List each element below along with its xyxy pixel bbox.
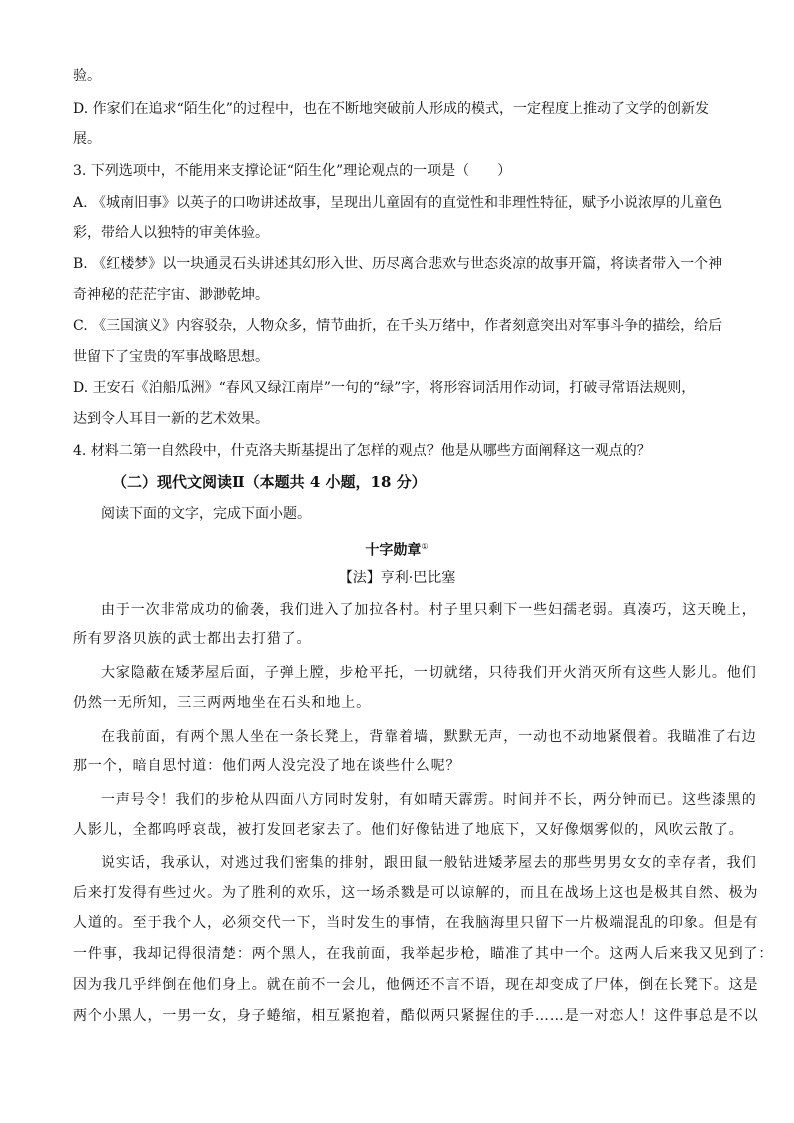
text-line: 达到令人耳目一新的艺术效果。 xyxy=(73,411,269,427)
instruction: 阅读下面的文字，完成下面小题。 xyxy=(101,506,311,522)
footnote-marker: ① xyxy=(421,542,429,551)
text-line: 世留下了宝贵的军事战略思想。 xyxy=(73,349,269,365)
option-c-line: C. 《三国演义》内容驳杂，人物众多，情节曲折，在千头万绪中，作者刻意突出对军事斗争的描绘，给后 xyxy=(73,318,723,334)
story-line: 一件事，我却记得很清楚：两个黑人，在我前面，我举起步枪，瞄准了其中一个。这两人后来我又见到了： xyxy=(73,946,774,962)
story-line: 因为我几乎绊倒在他们身上。就在前不一会儿，他俩还不言不语，现在却变成了尸体，倒在长凳下。这是 xyxy=(73,977,759,993)
story-line: 人影儿，全都呜呼哀哉，被打发回老家去了。他们好像钻进了地底下，又好像烟雾似的，风吹云散了。 xyxy=(73,822,744,838)
story-line: 两个小黑人，一男一女，身子蜷缩，相互紧抱着，酷似两只紧握住的手……是一对恋人！这件事总是不以 xyxy=(73,1008,759,1024)
story-line: 在我前面，有两个黑人坐在一条长凳上，背靠着墙，默默无声，一动也不动地紧偎着。我瞄准了右边 xyxy=(101,729,757,745)
text-line: 展。 xyxy=(73,131,101,147)
option-a-line: A. 《城南旧事》以英子的口吻讲述故事，呈现出儿童固有的直觉性和非理性特征，赋予小说浓厚的儿童色 xyxy=(73,195,723,211)
story-line: 说实话，我承认，对逃过我们密集的排射，跟田鼠一般钻进矮茅屋去的那些男男女女的幸存者，我们 xyxy=(101,855,757,871)
option-b-line: B. 《红楼梦》以一块通灵石头讲述其幻形入世、历尽离合悲欢与世态炎凉的故事开篇，将读者带入一个神 xyxy=(73,256,723,272)
question-3: 3. 下列选项中，不能用来支撑论证“陌生化”理论观点的一项是（ ） xyxy=(73,163,512,179)
story-title-text: 十字勋章 xyxy=(365,542,422,559)
story-line: 一声号令！我们的步枪从四面八方同时发射，有如晴天霹雳。时间并不长，两分钟而已。这些漆黑的 xyxy=(101,792,757,808)
text-line: 奇神秘的茫茫宇宙、渺渺乾坤。 xyxy=(73,287,269,303)
story-line: 仍然一无所知，三三两两地坐在石头和地上。 xyxy=(73,695,371,711)
question-4: 4. 材料二第一自然段中，什克洛夫斯基提出了怎样的观点？他是从哪些方面阐释这一观点的？ xyxy=(73,443,651,459)
text-line: 验。 xyxy=(73,68,101,84)
text-line: 彩，带给人以独特的审美体验。 xyxy=(73,225,269,241)
story-title xyxy=(0,537,794,561)
story-line: 由于一次非常成功的偷袭，我们进入了加拉各村。村子里只剩下一些妇孺老弱。真凑巧，这天晚上， xyxy=(101,602,757,618)
story-line: 大家隐蔽在矮茅屋后面，子弹上膛，步枪平托，一切就绪，只待我们开火消灭所有这些人影儿。他们 xyxy=(101,665,757,681)
story-line: 人道的。至于我个人，必须交代一下，当时发生的事情，在我脑海里只留下一片极端混乱的印象。但是有 xyxy=(73,915,759,931)
section-heading: （二）现代文阅读Ⅱ（本题共 4 小题，18 分） xyxy=(112,473,427,491)
story-author: 【法】亨利·巴比塞 xyxy=(338,570,456,586)
story-line: 所有罗洛贝族的武士都出去打猎了。 xyxy=(73,631,312,647)
option-d-line: D. 王安石《泊船瓜洲》“春风又绿江南岸”一句的“绿”字，将形容词活用作动词，打破寻常语法规则， xyxy=(73,380,696,396)
story-line: 后来打发得有些过火。为了胜利的欢乐，这一场杀戮是可以谅解的，而且在战场上这也是极其自然、极为 xyxy=(73,885,759,901)
story-line: 那一个，暗自思忖道：他们两人没完没了地在谈些什么呢？ xyxy=(73,758,461,774)
option-d-line: D. 作家们在追求“陌生化”的过程中，也在不断地突破前人形成的模式，一定程度上推动了文学的创新发 xyxy=(73,101,709,117)
